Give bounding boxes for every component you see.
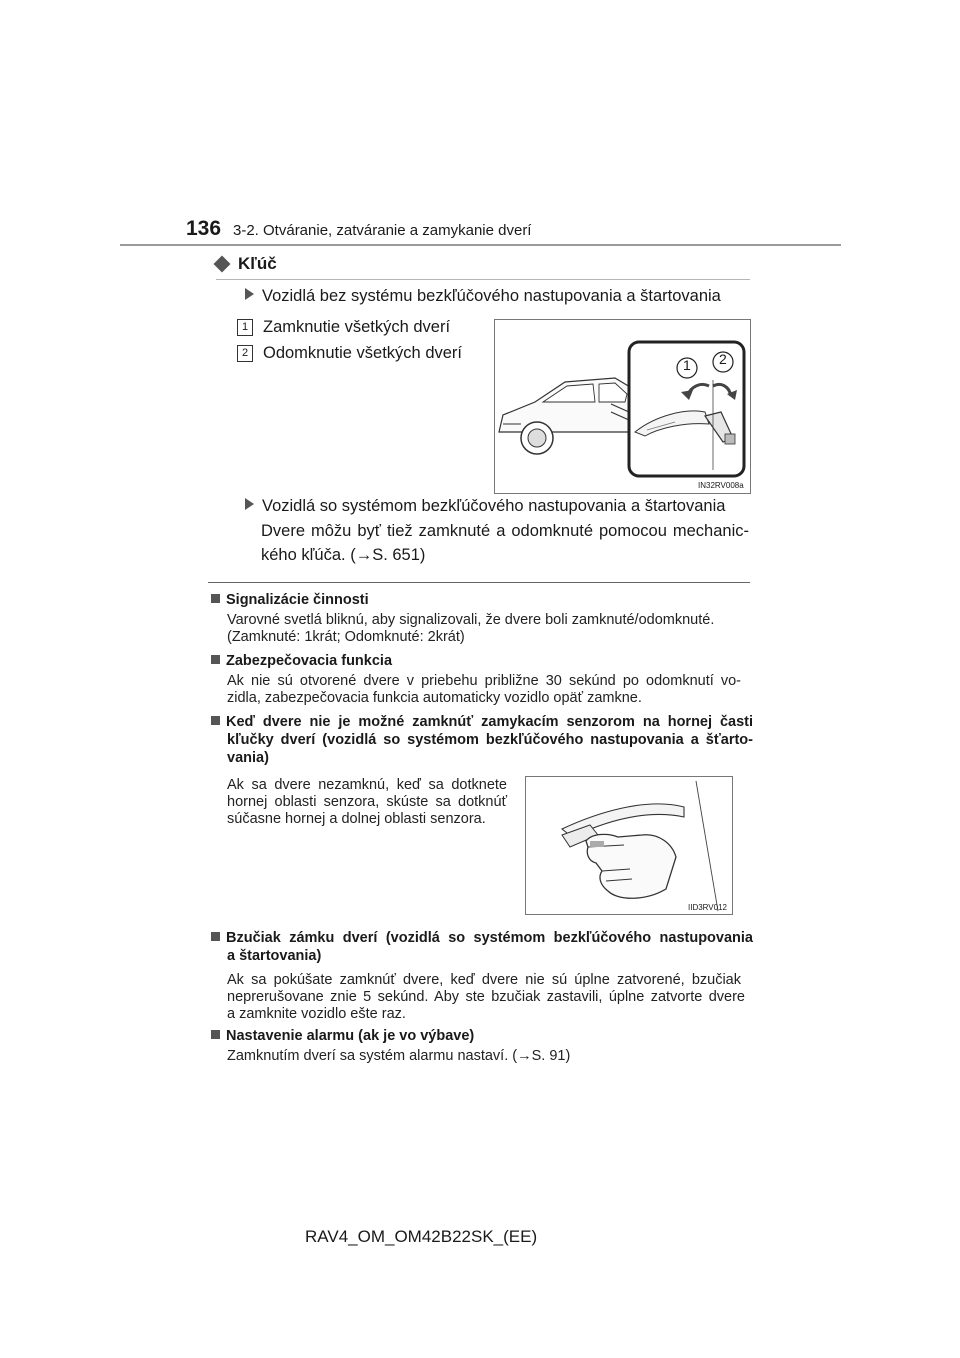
callout-1: 1 [683,357,691,373]
diamond-bullet-icon [214,256,231,273]
list-item-lock: 1 Zamknutie všetkých dverí [237,318,450,337]
triangle-bullet-icon [245,498,254,510]
list-item-unlock: 2 Odomknutie všetkých dverí [237,344,462,363]
mechanical-key-text-line1: Dvere môžu byť tiež zamknuté a odomknuté pomocou mechanic- [261,522,749,540]
door-handle-figure [525,776,733,915]
note-body: neprerušovane znie 5 sekúnd. Aby ste bzučiak zastavili, úplne zatvorte dvere [227,989,745,1005]
note-title: Nastavenie alarmu (ak je vo výbave) [211,1028,474,1044]
square-bullet-icon [211,716,220,725]
note-title: Bzučiak zámku dverí (vozidlá so systémom bezkľúčového nastupovania [211,930,753,946]
note-body: súčasne hornej a dolnej oblasti senzora. [227,811,486,827]
mechanical-key-text-line2: kého kľúča. (→S. 651) [261,546,426,564]
car-key-illustration [495,320,750,493]
with-smart-system-label: Vozidlá so systémom bezkľúčového nastupovania a štartovania [245,497,725,516]
no-smart-system-label: Vozidlá bez systému bezkľúčového nastupovania a štartovania [245,287,721,306]
number-badge: 2 [237,345,253,362]
square-bullet-icon [211,594,220,603]
note-body: Ak nie sú otvorené dvere v priebehu približne 30 sekúnd po odomknutí vo- [227,673,741,689]
note-title: Keď dvere nie je možné zamknúť zamykacím senzorom na hornej časti [211,714,753,730]
note-body: Zamknutím dverí sa systém alarmu nastaví. (→S. 91) [227,1048,571,1064]
number-badge: 1 [237,319,253,336]
note-body: Ak sa dvere nezamknú, keď sa dotknete [227,777,507,793]
note-body: zidla, zabezpečovacia funkcia automaticky vozidlo opäť zamkne. [227,690,642,706]
figure-code: IID3RV012 [688,903,727,912]
key-heading-text: Kľúč [238,254,277,273]
triangle-bullet-icon [245,288,254,300]
note-title: kľučky dverí (vozidlá so systémom bezkľúčového nastupovania a šťarto- [227,732,753,748]
note-body: Varovné svetlá bliknú, aby signalizovali, že dvere boli zamknuté/odomknuté. [227,612,715,628]
car-key-figure [494,319,751,494]
section-title: 3-2. Otváranie, zatváranie a zamykanie dverí [233,222,532,239]
note-title: vania) [227,750,269,766]
key-heading-divider [216,279,750,280]
note-body: a zamknite vozidlo ešte raz. [227,1006,406,1022]
square-bullet-icon [211,932,220,941]
square-bullet-icon [211,1030,220,1039]
key-heading [216,254,277,274]
note-title: Zabezpečovacia funkcia [211,653,392,669]
note-body: hornej oblasti senzora, skúste sa dotknúť [227,794,507,810]
note-body: (Zamknuté: 1krát; Odomknuté: 2krát) [227,629,465,645]
note-body: Ak sa pokúšate zamknúť dvere, keď dvere nie sú úplne zatvorené, bzučiak [227,972,741,988]
header-divider [120,244,841,246]
square-bullet-icon [211,655,220,664]
note-title: Signalizácie činnosti [211,592,369,608]
document-code: RAV4_OM_OM42B22SK_(EE) [305,1227,538,1246]
callout-2: 2 [719,351,727,367]
notes-divider [208,582,750,583]
page-number: 136 [186,217,222,240]
door-handle-illustration [526,777,732,914]
figure-code: IN32RV008a [698,481,744,490]
note-title: a štartovania) [227,948,322,964]
